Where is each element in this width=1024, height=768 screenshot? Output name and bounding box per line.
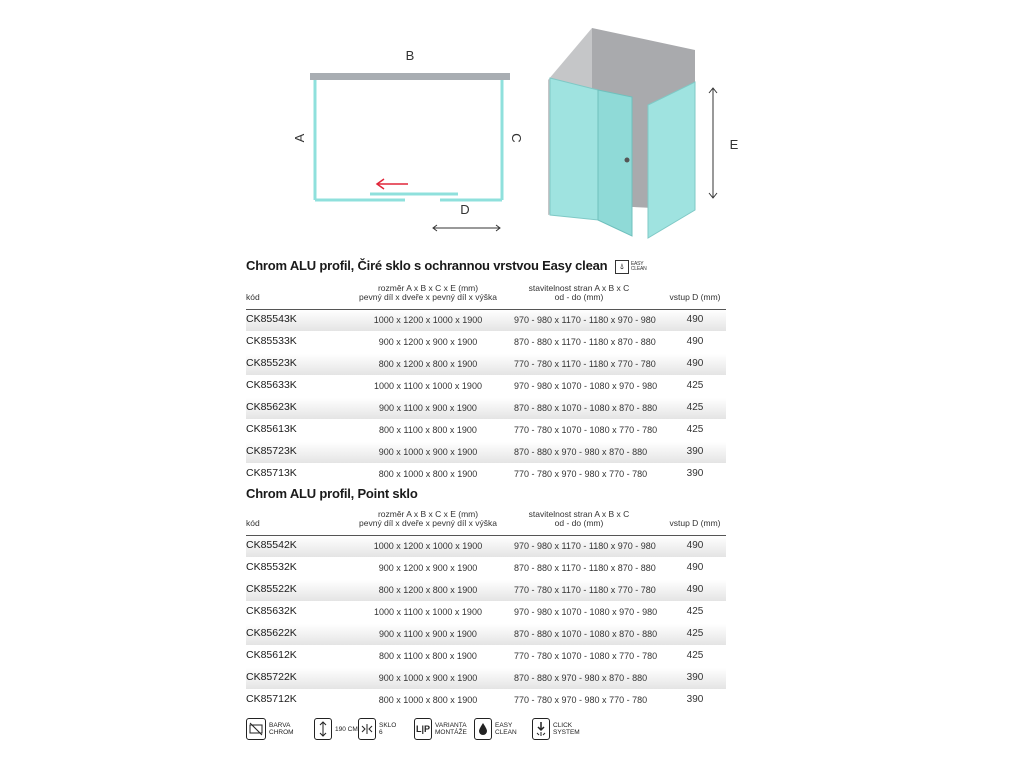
cell-dim: 900 x 1200 x 900 x 1900 bbox=[378, 337, 478, 347]
cell-adj: 870 - 880 x 1070 - 1080 x 870 - 880 bbox=[514, 629, 658, 639]
glass-thickness-icon bbox=[358, 718, 376, 740]
dimension-d-arrow-icon bbox=[433, 225, 500, 231]
cell-dim: 900 x 1000 x 900 x 1900 bbox=[378, 447, 478, 457]
cell-adj: 870 - 880 x 970 - 980 x 870 - 880 bbox=[514, 447, 648, 457]
label-c: C bbox=[509, 133, 524, 143]
cell-adj: 770 - 780 x 1070 - 1080 x 770 - 780 bbox=[514, 425, 658, 435]
table-row bbox=[246, 398, 726, 419]
section-title-text: Chrom ALU profil, Point sklo bbox=[246, 486, 418, 501]
table-row bbox=[246, 558, 726, 579]
cell-adj: 970 - 980 x 1170 - 1180 x 970 - 980 bbox=[514, 315, 656, 325]
cell-adj: 770 - 780 x 970 - 980 x 770 - 780 bbox=[514, 469, 648, 479]
col-entry: vstup D (mm) bbox=[669, 292, 721, 302]
col-dimensions-line1: rozměr A x B x C x E (mm) bbox=[377, 509, 479, 519]
section-title bbox=[246, 486, 418, 501]
legend-line2: MONTÁŽE bbox=[435, 729, 467, 736]
drop-icon bbox=[474, 718, 492, 740]
legend-item-height bbox=[314, 718, 358, 740]
legend-line2: CLEAN bbox=[495, 729, 517, 736]
legend-line1: CLICK bbox=[553, 722, 573, 729]
table-row bbox=[246, 646, 726, 667]
cell-entry: 425 bbox=[686, 402, 704, 413]
cell-adj: 770 - 780 x 1070 - 1080 x 770 - 780 bbox=[514, 651, 658, 661]
col-dimensions-line1: rozměr A x B x C x E (mm) bbox=[377, 283, 479, 293]
table-row bbox=[246, 624, 726, 645]
cell-dim: 1000 x 1100 x 1000 x 1900 bbox=[374, 381, 482, 391]
legend-item-color bbox=[246, 718, 294, 740]
cell-entry: 490 bbox=[686, 540, 704, 551]
legend-line1: SKLO bbox=[379, 722, 397, 729]
col-code: kód bbox=[246, 518, 260, 528]
cell-adj: 770 - 780 x 970 - 980 x 770 - 780 bbox=[514, 695, 648, 705]
table-row bbox=[246, 580, 726, 601]
cell-code: CK85523K bbox=[246, 357, 297, 369]
cell-entry: 390 bbox=[686, 446, 704, 457]
table-row bbox=[246, 310, 726, 331]
cell-entry: 390 bbox=[686, 468, 704, 479]
cell-dim: 1000 x 1200 x 1000 x 1900 bbox=[373, 315, 483, 325]
cell-dim: 900 x 1000 x 900 x 1900 bbox=[378, 673, 478, 683]
cell-code: CK85723K bbox=[246, 445, 297, 457]
cell-code: CK85722K bbox=[246, 671, 297, 683]
section-title bbox=[246, 258, 647, 274]
legend-line2: SYSTEM bbox=[553, 729, 580, 736]
cell-code: CK85632K bbox=[246, 605, 297, 617]
cell-dim: 1000 x 1200 x 1000 x 1900 bbox=[373, 541, 483, 551]
door-handle-icon bbox=[625, 158, 630, 163]
cell-dim: 800 x 1100 x 800 x 1900 bbox=[379, 425, 477, 435]
cell-entry: 425 bbox=[686, 650, 704, 661]
col-adjustability-line2: od - do (mm) bbox=[554, 292, 604, 302]
col-adjustability bbox=[514, 510, 644, 528]
col-adjustability-line1: stavitelnost stran A x B x C bbox=[528, 283, 630, 293]
table-row bbox=[246, 536, 726, 557]
cell-code: CK85522K bbox=[246, 583, 297, 595]
easy-clean-badge bbox=[615, 260, 647, 274]
height-arrow-icon bbox=[314, 718, 332, 740]
cell-dim: 800 x 1200 x 800 x 1900 bbox=[378, 359, 478, 369]
cell-entry: 490 bbox=[686, 358, 704, 369]
cell-code: CK85613K bbox=[246, 423, 297, 435]
glass-door bbox=[598, 90, 632, 236]
drop-icon: 💧︎ bbox=[615, 260, 629, 274]
cell-code: CK85612K bbox=[246, 649, 297, 661]
cell-entry: 425 bbox=[686, 606, 704, 617]
cell-entry: 425 bbox=[686, 628, 704, 639]
cell-entry: 490 bbox=[686, 562, 704, 573]
legend-line2: CHROM bbox=[269, 729, 294, 736]
chrome-color-icon bbox=[246, 718, 266, 740]
dimension-e-arrow-icon bbox=[709, 88, 717, 198]
col-adjustability-line2: od - do (mm) bbox=[554, 518, 604, 528]
cell-adj: 970 - 980 x 1070 - 1080 x 970 - 980 bbox=[514, 607, 658, 617]
legend-item-click-system bbox=[532, 718, 580, 740]
plan-view bbox=[292, 48, 524, 231]
cell-dim: 1000 x 1100 x 1000 x 1900 bbox=[374, 607, 482, 617]
cell-adj: 870 - 880 x 1170 - 1180 x 870 - 880 bbox=[514, 337, 656, 347]
cell-code: CK85713K bbox=[246, 467, 297, 479]
legend-item-variant bbox=[414, 718, 467, 740]
section-title-text: Chrom ALU profil, Čiré sklo s ochrannou vrstvou Easy clean bbox=[246, 258, 608, 273]
col-entry: vstup D (mm) bbox=[669, 518, 721, 528]
cell-adj: 870 - 880 x 970 - 980 x 870 - 880 bbox=[514, 673, 648, 683]
cell-entry: 490 bbox=[686, 584, 704, 595]
table-row bbox=[246, 354, 726, 375]
col-dimensions-line2: pevný díl x dveře x pevný díl x výška bbox=[359, 518, 497, 528]
legend-item-easy-clean bbox=[474, 718, 517, 740]
cell-entry: 425 bbox=[686, 424, 704, 435]
cell-code: CK85623K bbox=[246, 401, 297, 413]
cell-code: CK85712K bbox=[246, 693, 297, 705]
table-row bbox=[246, 420, 726, 441]
table-row bbox=[246, 668, 726, 689]
table-header bbox=[246, 284, 726, 310]
cell-entry: 390 bbox=[686, 694, 704, 705]
table-row bbox=[246, 332, 726, 353]
table-header bbox=[246, 510, 726, 536]
col-code: kód bbox=[246, 292, 260, 302]
click-system-icon bbox=[532, 718, 550, 740]
cell-adj: 770 - 780 x 1170 - 1180 x 770 - 780 bbox=[514, 585, 656, 595]
table-row bbox=[246, 376, 726, 397]
cell-code: CK85633K bbox=[246, 379, 297, 391]
shower-diagram bbox=[0, 0, 1024, 250]
legend-line1: EASY bbox=[495, 722, 513, 729]
cell-entry: 490 bbox=[686, 336, 704, 347]
cell-adj: 970 - 980 x 1170 - 1180 x 970 - 980 bbox=[514, 541, 656, 551]
lp-variant-icon: L|P bbox=[414, 718, 432, 740]
legend-line1: 190 CM bbox=[335, 725, 358, 733]
legend-item-glass bbox=[358, 718, 396, 740]
badge-line-2: CLEAN bbox=[630, 265, 647, 272]
glass-panel-left bbox=[550, 78, 598, 220]
sliding-arrow-icon bbox=[377, 179, 408, 189]
cell-code: CK85542K bbox=[246, 539, 297, 551]
glass-panel-right bbox=[648, 82, 695, 238]
cell-dim: 900 x 1200 x 900 x 1900 bbox=[378, 563, 478, 573]
cell-code: CK85543K bbox=[246, 313, 297, 325]
label-b: B bbox=[405, 48, 415, 63]
legend-line1: VARIANTA bbox=[435, 722, 467, 729]
cell-dim: 800 x 1100 x 800 x 1900 bbox=[379, 651, 477, 661]
cell-adj: 970 - 980 x 1070 - 1080 x 970 - 980 bbox=[514, 381, 658, 391]
table-row bbox=[246, 464, 726, 485]
wall-bar bbox=[310, 73, 510, 80]
cell-entry: 390 bbox=[686, 672, 704, 683]
legend-line1: BARVA bbox=[269, 722, 291, 729]
cell-dim: 900 x 1100 x 900 x 1900 bbox=[379, 629, 477, 639]
cell-dim: 800 x 1000 x 800 x 1900 bbox=[378, 695, 478, 705]
legend-line2: 6 bbox=[379, 729, 383, 736]
cell-code: CK85532K bbox=[246, 561, 297, 573]
table-row bbox=[246, 602, 726, 623]
cell-entry: 490 bbox=[686, 314, 704, 325]
cell-dim: 900 x 1100 x 900 x 1900 bbox=[379, 403, 477, 413]
col-adjustability bbox=[514, 284, 644, 302]
col-adjustability-line1: stavitelnost stran A x B x C bbox=[528, 509, 630, 519]
cell-adj: 770 - 780 x 1170 - 1180 x 770 - 780 bbox=[514, 359, 656, 369]
label-e: E bbox=[729, 137, 739, 152]
cell-code: CK85533K bbox=[246, 335, 297, 347]
table-row bbox=[246, 442, 726, 463]
badge-line-1: EASY bbox=[630, 260, 644, 267]
label-a: A bbox=[292, 133, 307, 143]
feature-legend bbox=[246, 718, 726, 748]
cell-adj: 870 - 880 x 1170 - 1180 x 870 - 880 bbox=[514, 563, 656, 573]
perspective-view bbox=[548, 28, 739, 238]
label-d: D bbox=[460, 202, 470, 217]
cell-adj: 870 - 880 x 1070 - 1080 x 870 - 880 bbox=[514, 403, 658, 413]
cell-code: CK85622K bbox=[246, 627, 297, 639]
cell-entry: 425 bbox=[686, 380, 704, 391]
col-dimensions bbox=[348, 510, 508, 528]
cell-dim: 800 x 1000 x 800 x 1900 bbox=[378, 469, 478, 479]
table-row bbox=[246, 690, 726, 711]
cell-dim: 800 x 1200 x 800 x 1900 bbox=[378, 585, 478, 595]
col-dimensions bbox=[348, 284, 508, 302]
col-dimensions-line2: pevný díl x dveře x pevný díl x výška bbox=[359, 292, 497, 302]
